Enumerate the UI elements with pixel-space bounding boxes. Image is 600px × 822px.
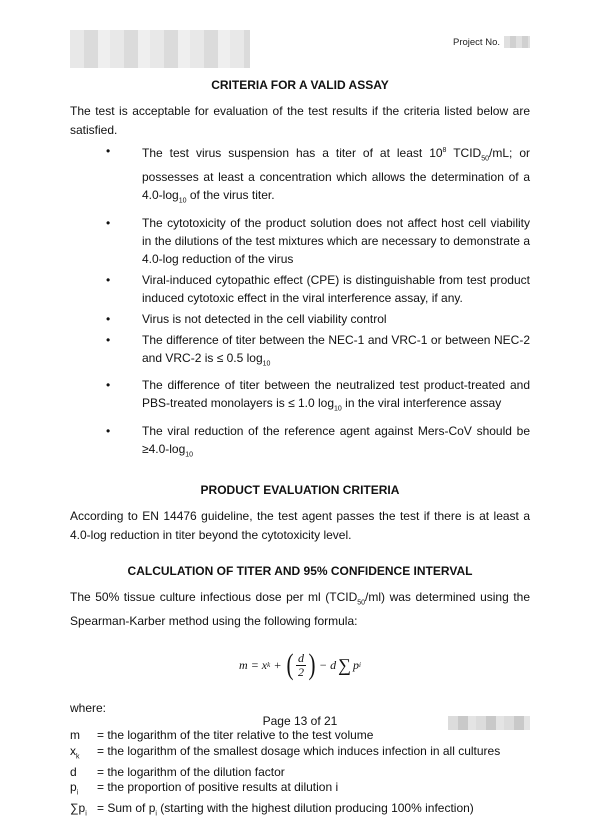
text-run: The viral reduction of the reference agent against Mers-CoV should be ≥4.0-log bbox=[142, 423, 530, 456]
valid-assay-intro: The test is acceptable for evaluation of the test results if the criteria listed below are satisfied. bbox=[70, 104, 530, 137]
criteria-list bbox=[70, 142, 530, 464]
section-title-calculation: CALCULATION OF TITER AND 95% CONFIDENCE INTERVAL bbox=[127, 563, 473, 578]
text-run: i bbox=[155, 810, 157, 818]
symbol-text: m bbox=[70, 728, 80, 743]
definition-row bbox=[70, 780, 530, 801]
text-run: The difference of titer between the NEC-1 and VRC-1 or between NEC-2 and VRC-2 is ≤ 0.5 log bbox=[142, 332, 530, 365]
text-run: 10 bbox=[334, 405, 342, 413]
project-number bbox=[453, 36, 530, 48]
symbol-text: p bbox=[70, 780, 77, 795]
formula-paren-open: ( bbox=[286, 648, 294, 682]
calculation-text bbox=[70, 588, 530, 631]
symbol-text: ∑p bbox=[70, 801, 86, 816]
bullet-icon: • bbox=[106, 215, 111, 230]
text-run: 10 bbox=[262, 360, 271, 368]
criteria-item bbox=[70, 376, 530, 418]
text-run: /mL; or possesses at least a concentration which allows the determination of a 4.0-log bbox=[142, 146, 530, 203]
text-run: of the virus titer. bbox=[186, 188, 275, 203]
project-label: Project No. bbox=[453, 36, 500, 48]
symbol-text: d bbox=[70, 764, 77, 779]
text-run: = the logarithm of the smallest dosage which induces infection in all cultures bbox=[97, 743, 501, 758]
definition-text bbox=[97, 728, 373, 744]
criteria-item bbox=[70, 422, 530, 464]
definition-symbol bbox=[70, 780, 97, 801]
formula-paren-close: ) bbox=[308, 648, 316, 682]
text-run: = the proportion of positive results at dilution i bbox=[97, 780, 339, 795]
where-label: where: bbox=[70, 701, 107, 716]
criteria-item bbox=[70, 331, 530, 373]
definition-text bbox=[97, 765, 285, 781]
product-evaluation-text: According to EN 14476 guideline, the test agent passes the test if there is at least a 4.0-log reduction in titer beyond the cytotoxicity level. bbox=[70, 508, 530, 542]
text-run: The difference of titer between the neutralized test product-treated and PBS-treated monolayers is ≤ 1.0 log bbox=[142, 378, 530, 411]
formula-lhs-sub: k bbox=[267, 661, 271, 670]
definition-row bbox=[70, 765, 530, 781]
formula-fraction bbox=[296, 652, 306, 679]
criteria-item bbox=[70, 271, 530, 307]
text-run: Viral-induced cytopathic effect (CPE) is distinguishable from test product induced cytotoxic effect in the viral interference assay, if any. bbox=[142, 272, 530, 305]
text-run: in the viral interference assay bbox=[341, 396, 502, 411]
definition-text bbox=[97, 801, 474, 822]
text-run: = the logarithm of the titer relative to the test volume bbox=[97, 728, 374, 743]
definition-symbol bbox=[70, 744, 97, 765]
formula-plus: + bbox=[274, 657, 282, 672]
bullet-icon: • bbox=[106, 272, 111, 287]
redacted-project-number bbox=[504, 36, 530, 48]
definition-row bbox=[70, 744, 530, 765]
bullet-icon: • bbox=[106, 144, 111, 158]
text-run: 50 bbox=[481, 155, 490, 163]
formula-sigma: ∑ bbox=[338, 654, 351, 675]
bullet-icon: • bbox=[106, 332, 111, 347]
text-run: 10 bbox=[178, 197, 187, 205]
text-run: The 50% tissue culture infectious dose per ml (TCID bbox=[70, 589, 358, 604]
text-run: (starting with the highest dilution producing 100% infection) bbox=[156, 801, 474, 816]
formula-denominator: 2 bbox=[298, 664, 305, 679]
text-run: 10 bbox=[185, 450, 194, 458]
bullet-icon: • bbox=[106, 378, 111, 393]
bullet-icon: • bbox=[106, 311, 111, 326]
formula-numerator: d bbox=[298, 650, 305, 665]
text-run: /ml) was determined using the Spearman-Karber method using the following formula: bbox=[70, 589, 530, 629]
text-run: = Sum of p bbox=[97, 801, 156, 816]
definition-symbol bbox=[70, 801, 97, 822]
symbol-subscript: k bbox=[76, 753, 80, 761]
criteria-item bbox=[70, 214, 530, 268]
redacted-footer-id bbox=[448, 716, 530, 730]
symbol-subscript: i bbox=[76, 789, 79, 797]
page-content bbox=[70, 78, 530, 822]
formula-minus: − d bbox=[319, 657, 337, 672]
redacted-header-logo bbox=[70, 30, 250, 68]
symbol-subscript: i bbox=[85, 810, 87, 818]
definition-symbol bbox=[70, 728, 97, 744]
symbol-text: x bbox=[70, 743, 76, 758]
section-title-product-evaluation: PRODUCT EVALUATION CRITERIA bbox=[200, 482, 400, 497]
text-run: Virus is not detected in the cell viability control bbox=[142, 311, 387, 326]
page-number: Page 13 of 21 bbox=[262, 714, 338, 728]
criteria-item bbox=[70, 142, 530, 211]
definition-text bbox=[97, 780, 338, 801]
definitions-list bbox=[70, 728, 530, 822]
text-run: 8 bbox=[442, 147, 447, 154]
definition-row bbox=[70, 728, 530, 744]
definition-row bbox=[70, 801, 530, 822]
formula-p: p bbox=[352, 657, 359, 672]
section-title-valid-assay: CRITERIA FOR A VALID ASSAY bbox=[211, 78, 389, 92]
text-run: = the logarithm of the dilution factor bbox=[97, 764, 285, 779]
text-run: 50 bbox=[357, 599, 366, 607]
definition-text bbox=[97, 744, 500, 765]
spearman-karber-formula bbox=[70, 641, 530, 689]
text-run: The cytotoxicity of the product solution does not affect host cell viability in the dilutions of the test mixtures which are necessary to demonstrate a 4.0-log reduction of the virus bbox=[142, 215, 530, 266]
formula-p-sub: i bbox=[358, 661, 361, 670]
text-run: The test virus suspension has a titer of at least 10 bbox=[142, 146, 443, 160]
criteria-item bbox=[70, 310, 530, 328]
bullet-icon: • bbox=[106, 423, 111, 438]
text-run: TCID bbox=[446, 146, 482, 160]
definition-symbol bbox=[70, 765, 97, 781]
formula-lhs: m = x bbox=[239, 657, 268, 672]
